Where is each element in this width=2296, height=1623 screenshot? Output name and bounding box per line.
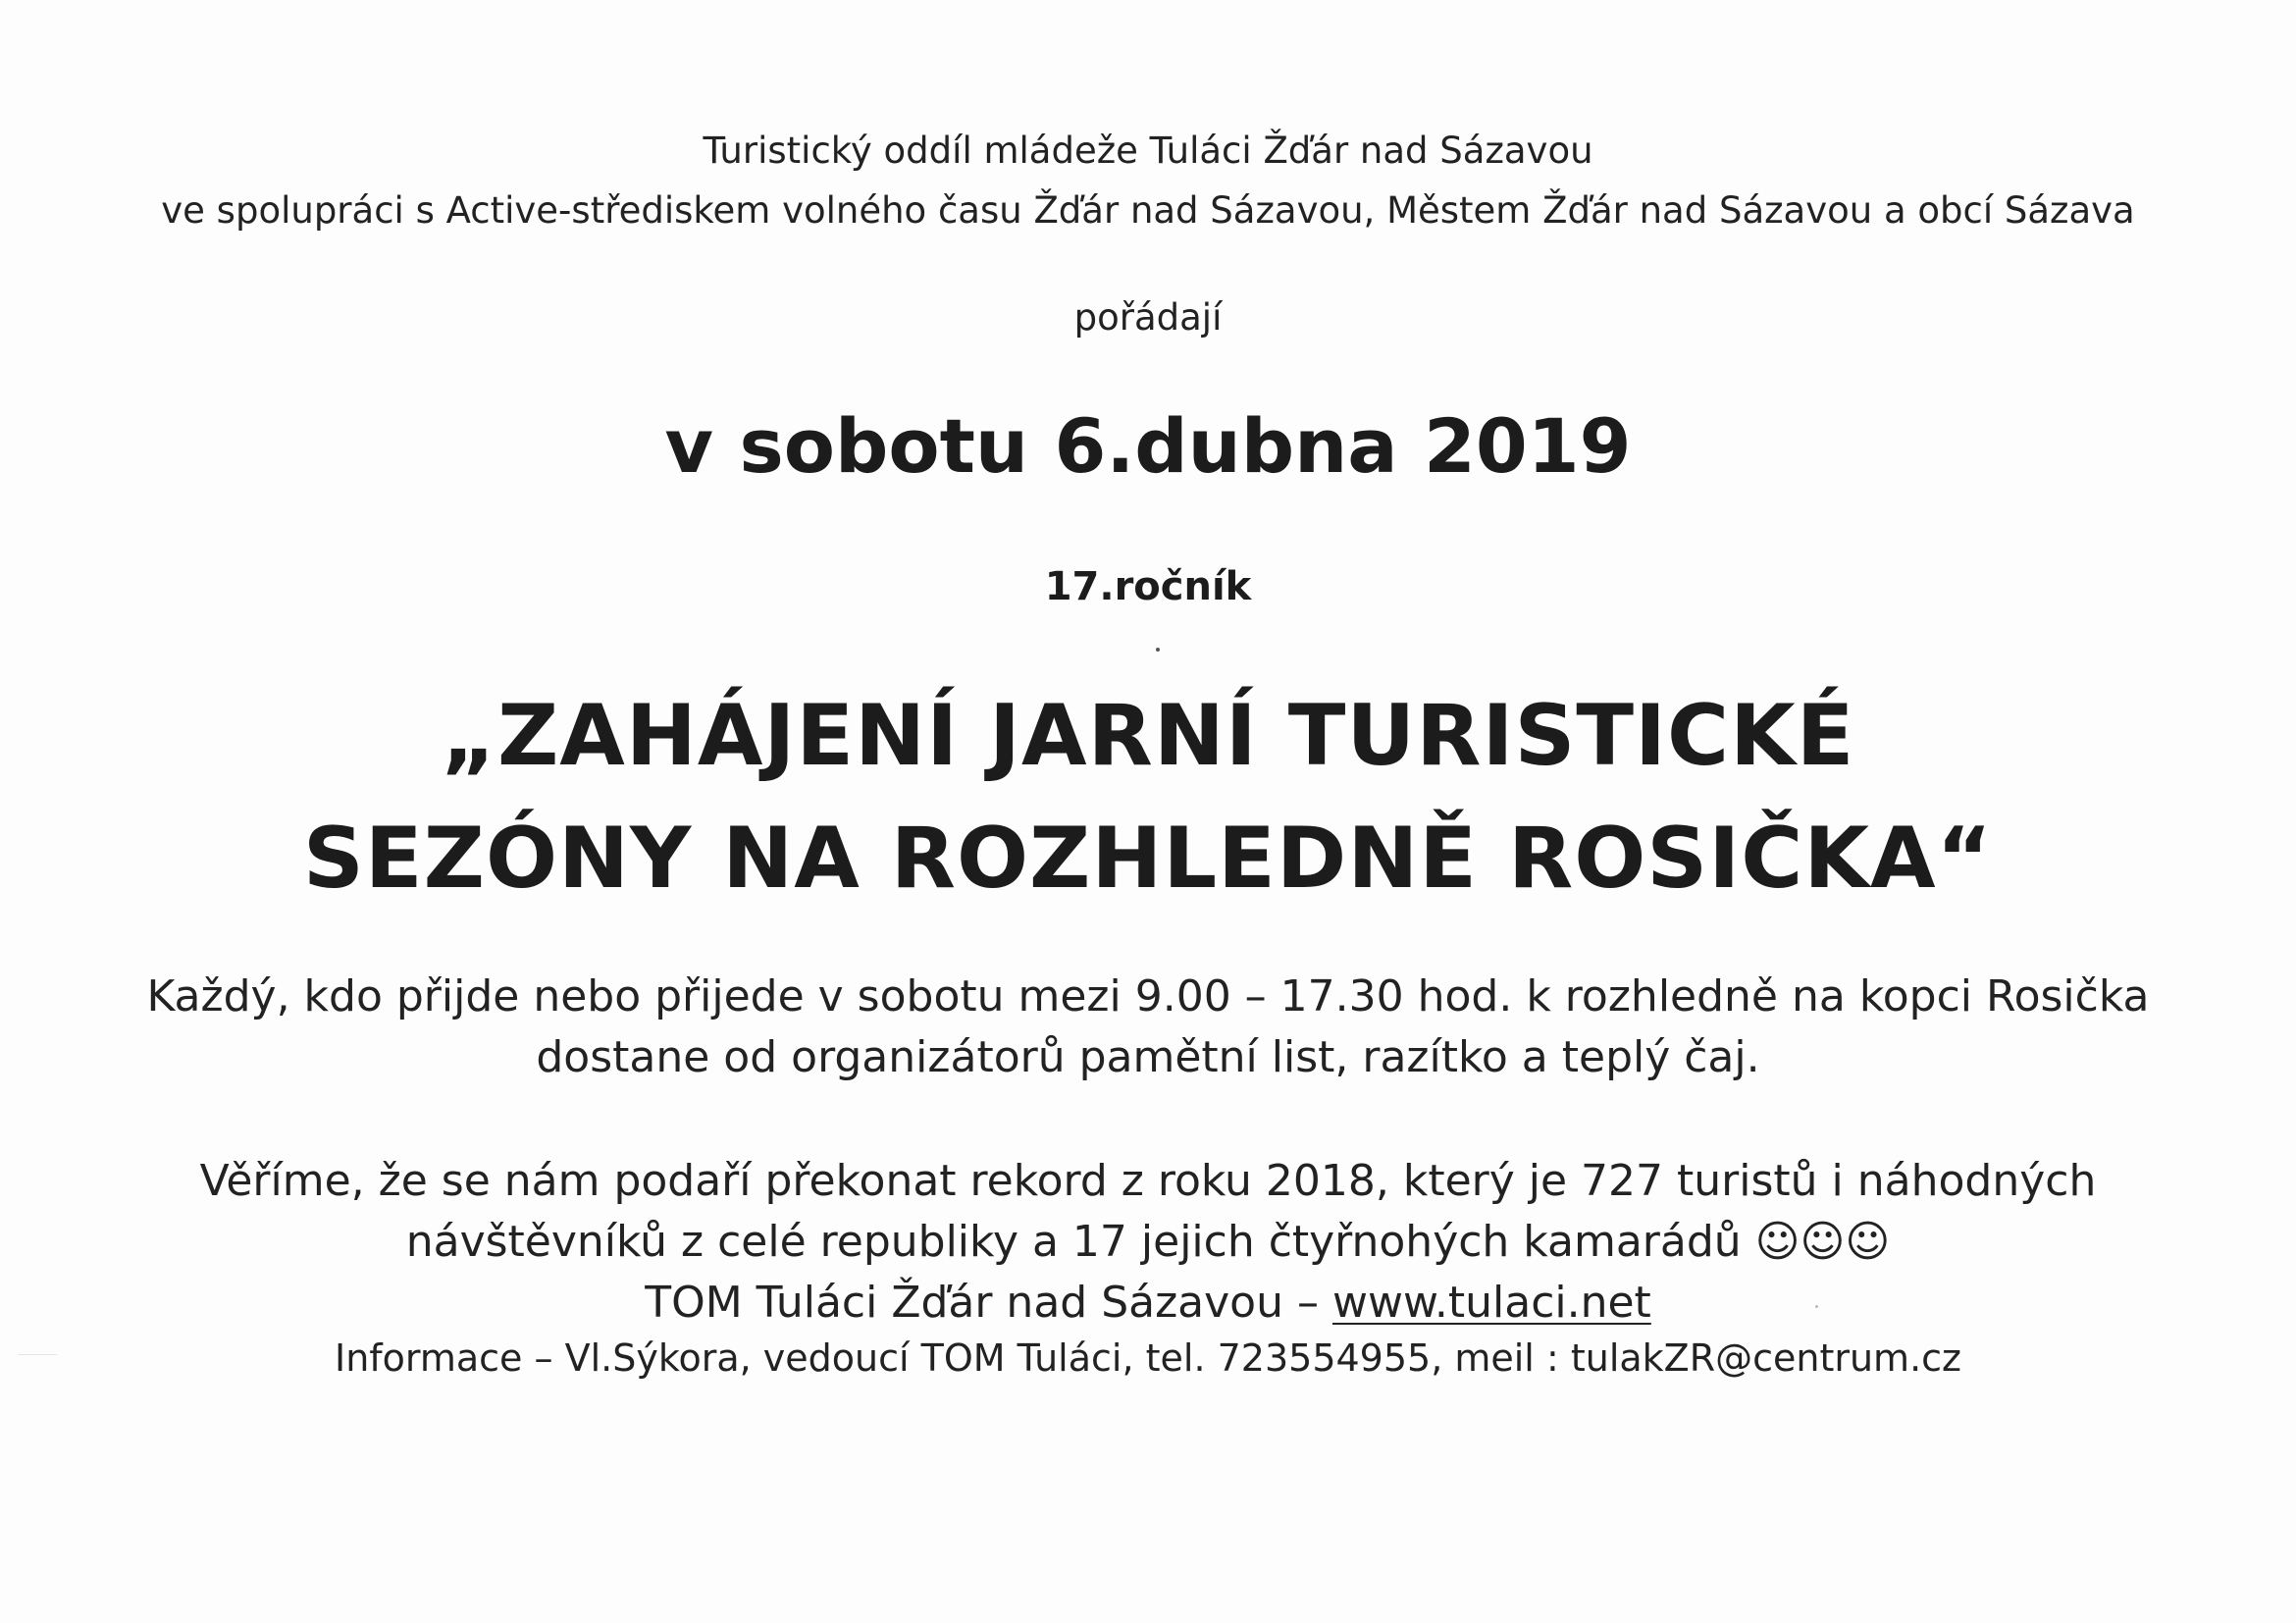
event-title-line-1: „ZAHÁJENÍ JARNÍ TURISTICKÉ (441, 687, 1855, 785)
event-date: v sobotu 6.dubna 2019 (664, 402, 1632, 490)
contact-info: Informace – Vl.Sýkora, vedoucí TOM Tuláci, tel. 723554955, meil : tulakZR@centrum.cz (334, 1336, 1961, 1380)
tom-line (0, 1278, 2296, 1328)
stray-dot (1156, 648, 1160, 652)
tom-name: TOM Tuláci Žďár nad Sázavou – (645, 1278, 1332, 1328)
body-line-1: Každý, kdo přijde nebo přijede v sobotu mezi 9.00 – 17.30 hod. k rozhledně na kopci Rosička (146, 971, 2150, 1021)
scan-mark (18, 1354, 57, 1355)
body-line-3: Věříme, že se nám podaří překonat rekord z roku 2018, který je 727 turistů i náhodných (199, 1156, 2097, 1206)
organizers-verb: pořádají (1073, 296, 1223, 339)
website-link[interactable]: www.tulaci.net (1331, 1278, 1651, 1328)
organizer-line-1: Turistický oddíl mládeže Tuláci Žďár nad Sázavou (703, 130, 1593, 172)
scan-speck (1815, 1305, 1818, 1308)
body-line-4: návštěvníků z celé republiky a 17 jejich čtyřnohých kamarádů ☺☺☺ (405, 1217, 1891, 1267)
event-title-line-2: SEZÓNY NA ROZHLEDNĚ ROSIČKA“ (302, 810, 1994, 908)
body-line-2: dostane od organizátorů pamětní list, razítko a teplý čaj. (536, 1032, 1760, 1082)
organizer-line-2: ve spolupráci s Active-střediskem volného času Žďár nad Sázavou, Městem Žďár nad Sázavou a obcí Sázava (161, 189, 2135, 232)
event-edition: 17.ročník (1044, 564, 1252, 609)
